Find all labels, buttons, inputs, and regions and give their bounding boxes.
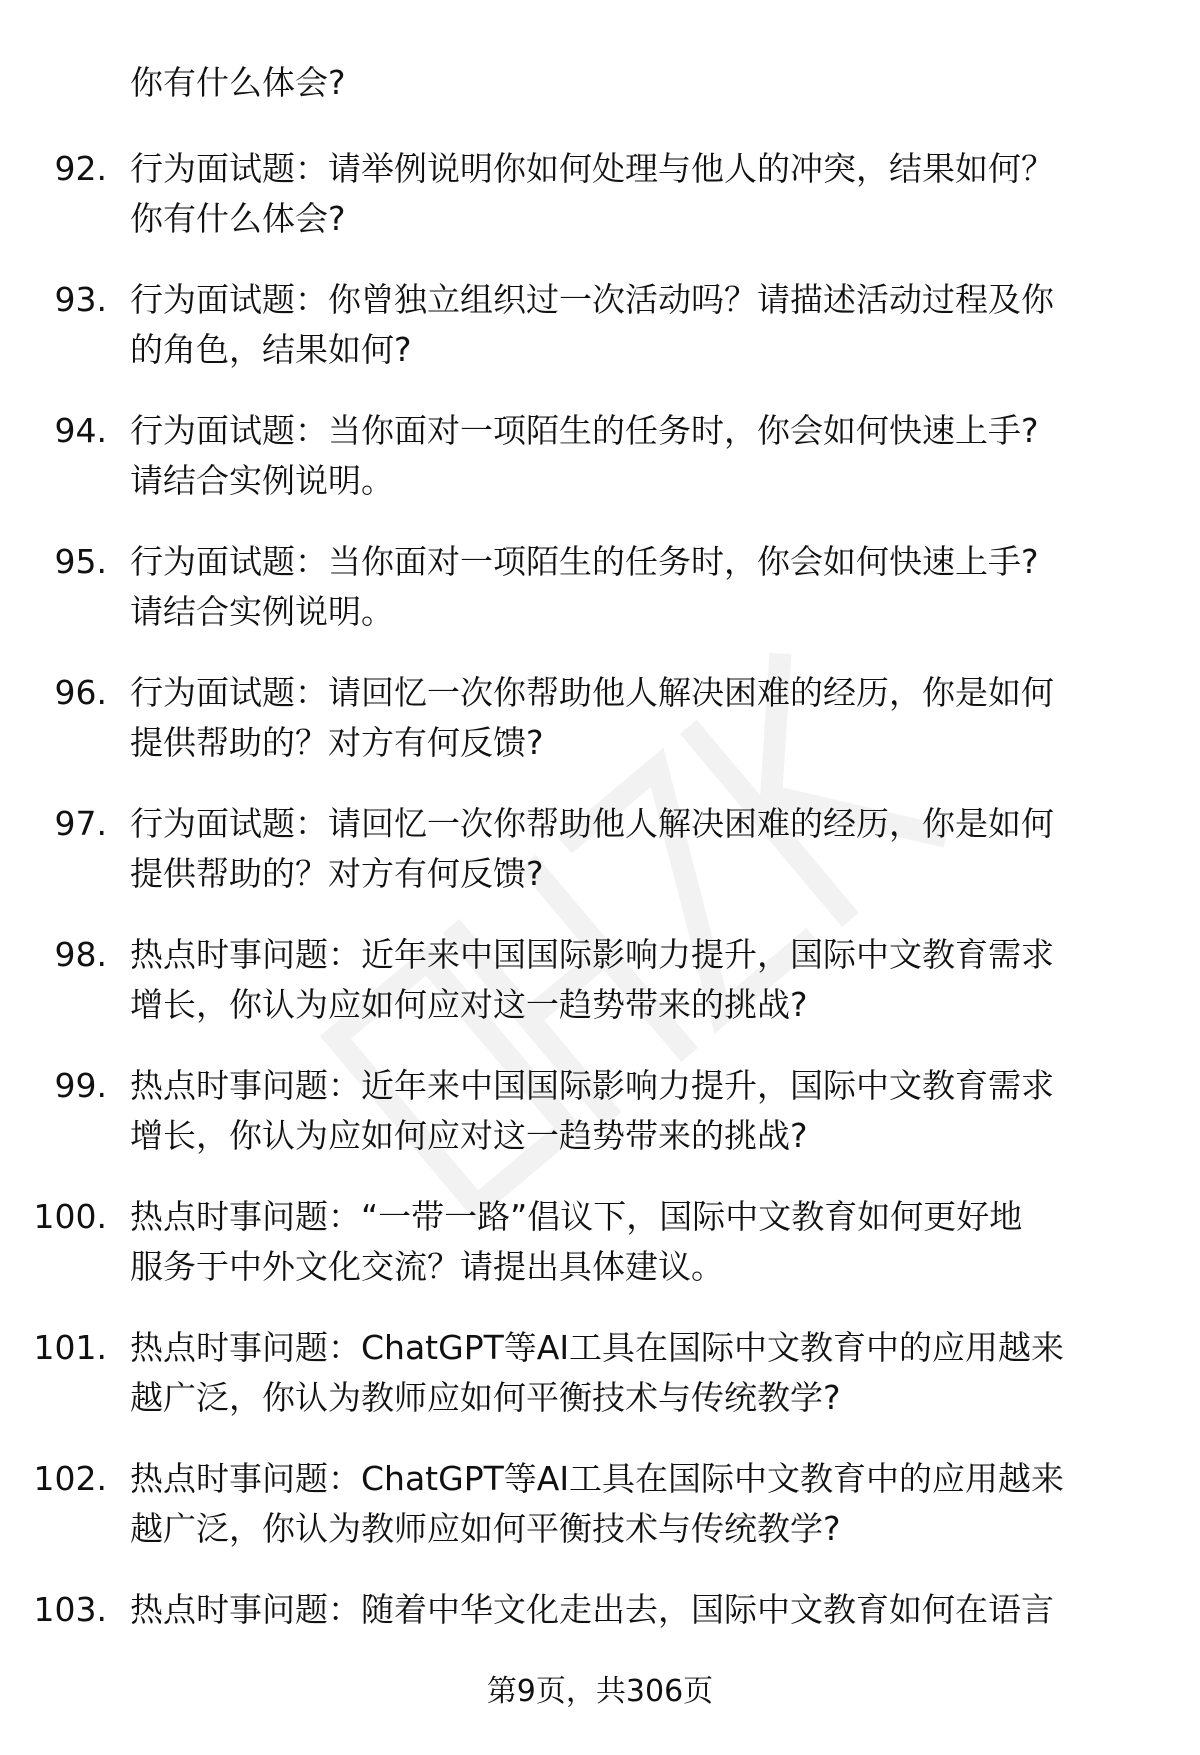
question-text-line: 行为面试题：当你面对一项陌生的任务时，你会如何快速上手? — [130, 411, 1039, 450]
question-text-line: 增长，你认为应如何应对这一趋势带来的挑战? — [130, 1116, 808, 1155]
question-number: 95. — [54, 542, 107, 581]
question-item — [0, 1055, 1200, 1186]
question-text-line: 行为面试题：你曾独立组织过一次活动吗？请描述活动过程及你 — [130, 280, 1054, 319]
question-text-line: 热点时事问题：近年来中国国际影响力提升，国际中文教育需求 — [130, 1066, 1054, 1105]
question-item — [0, 1448, 1200, 1579]
question-item — [0, 793, 1200, 924]
question-text — [130, 1061, 1140, 1161]
question-number: 103. — [33, 1590, 107, 1629]
question-text-line: 你有什么体会? — [130, 199, 346, 238]
question-text-line: 热点时事问题：ChatGPT等AI工具在国际中文教育中的应用越来 — [130, 1459, 1065, 1498]
question-text — [130, 406, 1140, 506]
question-text-line: 请结合实例说明。 — [130, 461, 394, 500]
question-item — [0, 662, 1200, 793]
question-text — [130, 799, 1140, 899]
question-text-line: 行为面试题：当你面对一项陌生的任务时，你会如何快速上手? — [130, 542, 1039, 581]
question-text-line: 热点时事问题：近年来中国国际影响力提升，国际中文教育需求 — [130, 935, 1054, 974]
question-number: 92. — [54, 149, 107, 188]
question-text-line: 热点时事问题：“一带一路”倡议下，国际中文教育如何更好地 — [130, 1197, 1023, 1236]
question-list — [0, 138, 1200, 1710]
question-text — [130, 144, 1140, 244]
question-item — [0, 400, 1200, 531]
question-text-line: 增长，你认为应如何应对这一趋势带来的挑战? — [130, 985, 808, 1024]
question-number: 101. — [33, 1328, 107, 1367]
question-number: 97. — [54, 804, 107, 843]
question-text-line: 行为面试题：请回忆一次你帮助他人解决困难的经历，你是如何 — [130, 804, 1054, 843]
question-text — [130, 1192, 1140, 1292]
question-text-line: 提供帮助的？对方有何反馈? — [130, 723, 544, 762]
question-number: 99. — [54, 1066, 107, 1105]
question-number: 93. — [54, 280, 107, 319]
question-text — [130, 537, 1140, 637]
question-text-line: 服务于中外文化交流？请提出具体建议。 — [130, 1247, 724, 1286]
question-text — [130, 1454, 1140, 1554]
question-item — [0, 531, 1200, 662]
question-text-line: 提供帮助的？对方有何反馈? — [130, 854, 544, 893]
question-item — [0, 1317, 1200, 1448]
question-text-line: 的角色，结果如何? — [130, 330, 412, 369]
question-number: 98. — [54, 935, 107, 974]
question-text — [130, 668, 1140, 768]
question-text-line: 行为面试题：请回忆一次你帮助他人解决困难的经历，你是如何 — [130, 673, 1054, 712]
question-text-line: 热点时事问题：ChatGPT等AI工具在国际中文教育中的应用越来 — [130, 1328, 1065, 1367]
question-item — [0, 924, 1200, 1055]
question-number: 94. — [54, 411, 107, 450]
question-text — [130, 930, 1140, 1030]
continuation-line: 你有什么体会? — [130, 63, 346, 102]
question-text-line: 越广泛，你认为教师应如何平衡技术与传统教学? — [130, 1378, 841, 1417]
question-item — [0, 138, 1200, 269]
question-number: 96. — [54, 673, 107, 712]
page-footer: 第9页，共306页 — [486, 1674, 714, 1709]
question-text-line: 热点时事问题：随着中华文化走出去，国际中文教育如何在语言 — [130, 1590, 1054, 1629]
question-item — [0, 1186, 1200, 1317]
question-number: 102. — [33, 1459, 107, 1498]
question-text — [130, 275, 1140, 375]
question-text-line: 行为面试题：请举例说明你如何处理与他人的冲突，结果如何？ — [130, 149, 1054, 188]
question-text — [130, 1585, 1140, 1635]
question-text-line: 越广泛，你认为教师应如何平衡技术与传统教学? — [130, 1509, 841, 1548]
question-text-line: 请结合实例说明。 — [130, 592, 394, 631]
question-item — [0, 269, 1200, 400]
question-number: 100. — [33, 1197, 107, 1236]
question-text — [130, 1323, 1140, 1423]
